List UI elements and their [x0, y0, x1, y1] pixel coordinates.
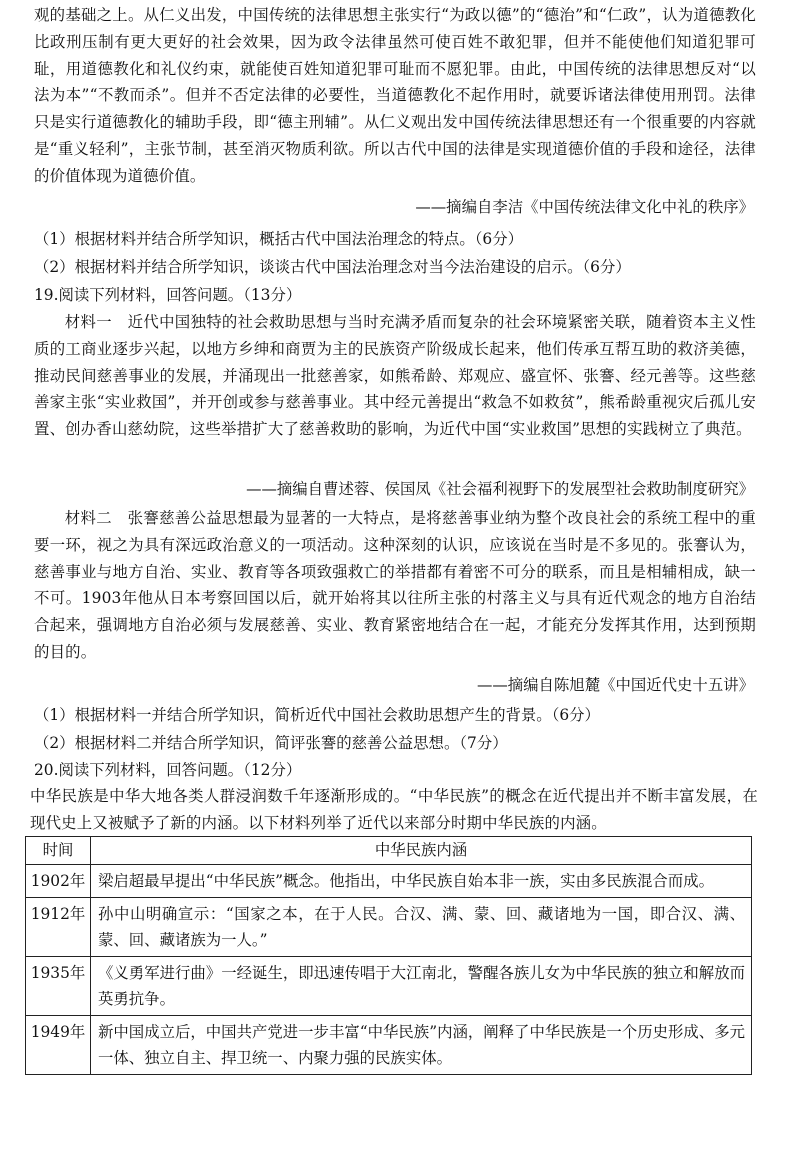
table-row: [26, 957, 752, 1016]
material-two-paragraph: 材料二 张謇慈善公益思想最为显著的一大特点，是将慈善事业纳为整个改良社会的系统工程中的重要一环，视之为具有深远政治意义的一项活动。这种深刻的认识，应该说在当时是不多见的。张謇认为，慈善事业与地方自治、实业、教育等各项致强救亡的举措都有着密不可分的联系，而且是相辅相成，缺一不可。1903年他从日本考察回国以后，就开始将其以往所主张的村落主义与具有近代观念的地方自治结合起来，强调地方自治必须与发展慈善、实业、教育紧密地结合在一起，才能充分发挥其作用，达到预期的目的。: [34, 509, 756, 661]
question-18-1: （1）根据材料并结合所学知识，概括古代中国法治理念的特点。（6分）: [34, 230, 523, 248]
table-row: [26, 1016, 752, 1075]
source-citation: ——摘编自李洁《中国传统法律文化中礼的秩序》: [415, 198, 754, 216]
source-citation: ——摘编自曹述蓉、侯国凤《社会福利视野下的发展型社会救助制度研究》: [246, 480, 754, 498]
question-20-title: 20.阅读下列材料，回答问题。（12分）: [34, 761, 302, 779]
material-paragraph: 观的基础之上。从仁义出发，中国传统的法律思想主张实行“为政以德”的“德治”和“仁政”，认为道德教化比政刑压制有更大更好的社会效果，因为政令法律虽然可使百姓不敢犯罪，但并不能使他们知道犯罪可耻，用道德教化和礼仪约束，就能使百姓知道犯罪可耻而不愿犯罪。由此，中国传统的法律思想反对“以法为本”“不教而杀”。但并不否定法律的必要性，当道德教化不起作用时，就要诉诸法律使用刑罚。法律只是实行道德教化的辅助手段，即“德主刑辅”。从仁义观出发中国传统法律思想还有一个很重要的内容就是“重义轻利”，主张节制，甚至消灭物质利欲。所以古代中国的法律是实现道德价值的手段和途径，法律的价值体现为道德价值。: [34, 6, 756, 185]
material-one-paragraph: 材料一 近代中国独特的社会救助思想与当时充满矛盾而复杂的社会环境紧密关联，随着资本主义性质的工商业逐步兴起，以地方乡绅和商贾为主的民族资产阶级成长起来，他们传承互帮互助的救济美德，推动民间慈善事业的发展，并涌现出一批慈善家，如熊希龄、郑观应、盛宣怀、张謇、经元善等。这些慈善家主张“实业救国”，并开创或参与慈善事业。其中经元善提出“救急不如救贫”，熊希龄重视灾后孤儿安置、创办香山慈幼院，这些举措扩大了慈善救助的影响，为近代中国“实业救国”思想的实践树立了典范。: [34, 313, 756, 439]
ethnic-connotation-table: [25, 836, 752, 1075]
table-cell-year: 1902年: [26, 865, 91, 898]
table-cell-year: 1949年: [26, 1016, 91, 1075]
table-header-row: [26, 837, 752, 865]
table-header-time: 时间: [26, 837, 91, 865]
question-19-2: （2）根据材料二并结合所学知识，简评张謇的慈善公益思想。（7分）: [34, 734, 508, 752]
question-18-2: （2）根据材料并结合所学知识，谈谈古代中国法治理念对当今法治建设的启示。（6分）: [34, 258, 631, 276]
table-cell-year: 1935年: [26, 957, 91, 1016]
table-cell-content: 孙中山明确宣示：“国家之本，在于人民。合汉、满、蒙、回、藏诸地为一国，即合汉、满、蒙、回、藏诸族为一人。”: [91, 898, 752, 957]
table-cell-year: 1912年: [26, 898, 91, 957]
question-20-intro: 中华民族是中华大地各类人群浸润数千年逐渐形成的。“中华民族”的概念在近代提出并不断丰富发展，在现代史上又被赋予了新的内涵。以下材料列举了近代以来部分时期中华民族的内涵。: [30, 787, 758, 832]
table-header-content: 中华民族内涵: [91, 837, 752, 865]
table-row: [26, 898, 752, 957]
table-cell-content: 梁启超最早提出“中华民族”概念。他指出，中华民族自始本非一族，实由多民族混合而成。: [91, 865, 752, 898]
question-19-title: 19.阅读下列材料，回答问题。（13分）: [34, 286, 302, 304]
table-cell-content: 《义勇军进行曲》一经诞生，即迅速传唱于大江南北，警醒各族儿女为中华民族的独立和解放而英勇抗争。: [91, 957, 752, 1016]
table-cell-content: 新中国成立后，中国共产党进一步丰富“中华民族”内涵，阐释了中华民族是一个历史形成、多元一体、独立自主、捍卫统一、内聚力强的民族实体。: [91, 1016, 752, 1075]
source-citation: ——摘编自陈旭麓《中国近代史十五讲》: [476, 676, 754, 694]
question-19-1: （1）根据材料一并结合所学知识，简析近代中国社会救助思想产生的背景。（6分）: [34, 706, 600, 724]
table-row: [26, 865, 752, 898]
